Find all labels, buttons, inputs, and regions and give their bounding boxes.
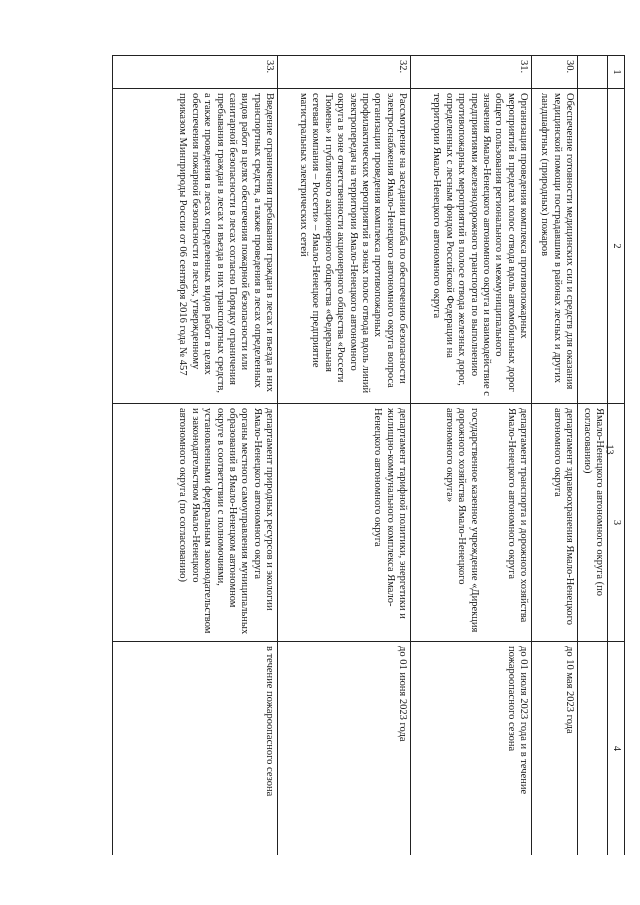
deadline-cell: до 01 июля 2023 года и в течение пожароопасного сезона (411, 642, 532, 856)
column-header-3: 3 (608, 404, 625, 642)
row-number (578, 56, 608, 89)
measure-cell: Обеспечение готовности медицинских сил и средств для оказания медицинской помощи пострадавшим в районах лесных и других ландшафтных (природных) пожаров (532, 89, 578, 404)
table-header-row (608, 56, 625, 856)
measure-cell (578, 89, 608, 404)
rotated-table-container (112, 55, 625, 855)
row-number: 33. (113, 56, 278, 89)
measure-cell: Организация проведения комплекса противопожарных мероприятий в пределах полос отвода вдоль автомобильных дорог общего пользования регионального и межмуниципального значения Ямало-Ненецкого автономного округа и взаимодействие с предприятиями железнодорожного транспорта по выполнению противопожарных мероприятий в полосе отвода железных дорог, определенных с лесным фондом Российской Федерации на территории Ямало-Ненецкого автономного округа (411, 89, 532, 404)
column-header-2: 2 (608, 89, 625, 404)
deadline-cell: в течение пожароопасного сезона (113, 642, 278, 856)
deadline-cell: до 10 мая 2023 года (532, 642, 578, 856)
measures-table (112, 55, 625, 855)
executor-cell: департамент транспорта и дорожного хозяйства Ямало-Ненецкого автономного округа государственное казенное учреждение «Дирекция дорожного хозяйства Ямало-Ненецкого автономного округа» (411, 404, 532, 642)
column-header-4: 4 (608, 642, 625, 856)
table-row (278, 56, 411, 856)
table-row (532, 56, 578, 856)
table-row (411, 56, 532, 856)
measure-cell: Рассмотрение на заседании штаба по обеспечению безопасности электроснабжения Ямало-Ненецкого автономного округа вопроса организации проведения комплекса противопожарных профилактических мероприятий в зонах полос отвода вдоль линий электропередач на территории Ямало-Ненецкого автономного округа в зоне ответственности акционерного общества «Россети Тюмень» и публичного акционерного общества «Федеральная сетевая компания – Россети» – Ямало-Ненецкое предприятие магистральных электрических сетей (278, 89, 411, 404)
row-number: 30. (532, 56, 578, 89)
row-number: 31. (411, 56, 532, 89)
row-number: 32. (278, 56, 411, 89)
executor-cell: департамент тарифной политики, энергетики и жилищно-коммунального комплекса Ямало-Ненецкого автономного округа (278, 404, 411, 642)
column-header-1: 1 (608, 56, 625, 89)
page-number: 13 (603, 444, 615, 455)
executor-cell: департамент природных ресурсов и экологии Ямало-Ненецкого автономного округа органы местного самоуправления муниципальных образований в Ямало-Ненецком автономном округе в соответствии с полномочиями, установленными федеральным законодательством и законодательством Ямало-Ненецкого автономного округа (по согласованию) (113, 404, 278, 642)
executor-cell: департамент здравоохранения Ямало-Ненецкого автономного округа (532, 404, 578, 642)
table-viewport (112, 55, 625, 855)
deadline-cell (578, 642, 608, 856)
measure-cell: Введение ограничения пребывания граждан в лесах и въезда в них транспортных средств, а также проведения в лесах определенных видов работ в целях обеспечения пожарной безопасности или санитарной безопасности в лесах согласно Порядку ограничения пребывания граждан в лесах и въезда в них транспортных средств, а также проведения в лесах определенных видов работ в целях обеспечения пожарной безопасности в лесах, утвержденному приказом Минприроды России от 06 сентября 2016 года № 457 (113, 89, 278, 404)
table-row (578, 56, 608, 856)
table-row (113, 56, 278, 856)
executor-cell: Ямало-Ненецкого автономного округа (по согласованию) (578, 404, 608, 642)
deadline-cell: до 01 июня 2023 года (278, 642, 411, 856)
